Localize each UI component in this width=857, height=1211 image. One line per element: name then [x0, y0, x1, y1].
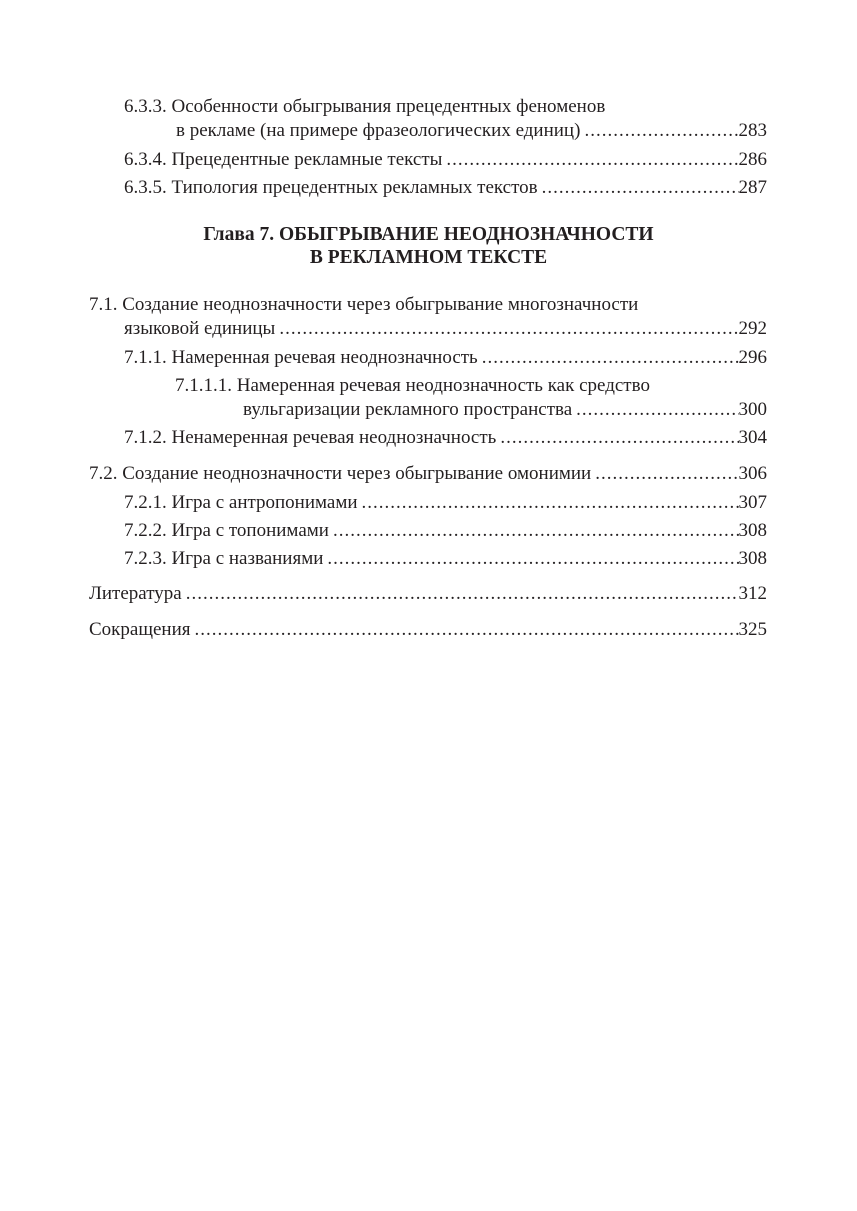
- toc-leader-dots: [584, 119, 738, 143]
- toc-leader-dots: [595, 462, 738, 486]
- toc-entry-number: 6.3.4.: [124, 149, 167, 170]
- toc-entry-number: 7.2.3.: [124, 548, 167, 569]
- toc-entry-number: 7.1.: [89, 294, 118, 315]
- toc-leader-dots: [362, 491, 739, 515]
- toc-entry-6-3-3[interactable]: [124, 95, 767, 143]
- toc-entry-title: Особенности обыгрывания прецедентных феноменов: [171, 96, 606, 117]
- toc-entry-7-1-2[interactable]: [124, 426, 767, 450]
- toc-page-number: 287: [738, 177, 767, 198]
- toc-page-number: 296: [738, 347, 767, 368]
- toc-entry-7-2-3[interactable]: [124, 547, 767, 571]
- toc-entry-title: Игра с названиями: [171, 548, 324, 569]
- toc-leader-dots: [333, 519, 739, 543]
- toc-entry-literature[interactable]: [89, 582, 767, 606]
- toc-leader-dots: [446, 148, 738, 172]
- toc-page-number: 312: [738, 583, 767, 604]
- toc-leader-dots: [194, 618, 738, 642]
- toc-entry-title: Типология прецедентных рекламных текстов: [171, 177, 538, 198]
- toc-entry-number: 6.3.5.: [124, 177, 167, 198]
- chapter-heading-line1: Глава 7. ОБЫГРЫВАНИЕ НЕОДНОЗНАЧНОСТИ: [203, 224, 654, 245]
- toc-leader-dots: [482, 346, 739, 370]
- toc-entry-7-2[interactable]: [89, 462, 767, 486]
- toc-entry-title: Сокращения: [89, 619, 191, 640]
- toc-entry-number: 6.3.3.: [124, 96, 167, 117]
- toc-entry-6-3-5[interactable]: [124, 176, 767, 200]
- toc-entry-title: Прецедентные рекламные тексты: [171, 149, 443, 170]
- toc-entry-6-3-4[interactable]: [124, 148, 767, 172]
- toc-page-number: 325: [738, 619, 767, 640]
- toc-entry-number: 7.2.1.: [124, 492, 167, 513]
- toc-entry-7-2-1[interactable]: [124, 491, 767, 515]
- toc-page-number: 308: [738, 520, 767, 541]
- chapter-heading-line2: В РЕКЛАМНОМ ТЕКСТЕ: [309, 247, 548, 268]
- toc-entry-number: 7.2.: [89, 463, 118, 484]
- toc-entry-7-1[interactable]: [89, 293, 767, 341]
- toc-entry-title-cont: в рекламе (на примере фразеологических единиц): [176, 120, 581, 141]
- toc-entry-number: 7.1.1.: [124, 347, 167, 368]
- toc-page-number: 283: [738, 120, 767, 141]
- toc-entry-title-cont: языковой единицы: [124, 318, 276, 339]
- toc-page-number: 300: [738, 399, 767, 420]
- toc-leader-dots: [279, 317, 738, 341]
- toc-entry-title: Создание неоднозначности через обыгрывание многозначности: [122, 294, 639, 315]
- toc-entry-number: 7.2.2.: [124, 520, 167, 541]
- toc-page-number: 306: [738, 463, 767, 484]
- toc-entry-7-1-1-1[interactable]: [175, 374, 767, 422]
- toc-entry-title: Игра с антропонимами: [171, 492, 358, 513]
- toc-entry-7-2-2[interactable]: [124, 519, 767, 543]
- toc-entry-number: 7.1.2.: [124, 427, 167, 448]
- toc-leader-dots: [542, 176, 739, 200]
- toc-entry-title: Ненамеренная речевая неоднозначность: [171, 427, 497, 448]
- toc-entry-title: Создание неоднозначности через обыгрывание омонимии: [122, 463, 592, 484]
- toc-leader-dots: [186, 582, 739, 606]
- toc-entry-title: Литература: [89, 583, 182, 604]
- toc-page-number: 308: [738, 548, 767, 569]
- toc-entry-title: Игра с топонимами: [171, 520, 329, 541]
- toc-leader-dots: [576, 398, 738, 422]
- toc-page-number: 292: [738, 318, 767, 339]
- toc-entry-number: 7.1.1.1.: [175, 375, 232, 396]
- toc-page-number: 304: [738, 427, 767, 448]
- toc-leader-dots: [500, 426, 738, 450]
- toc-page-number: 307: [738, 492, 767, 513]
- toc-entry-title: Намеренная речевая неоднозначность как средство: [236, 375, 650, 396]
- toc-entry-title: Намеренная речевая неоднозначность: [171, 347, 478, 368]
- toc-page-number: 286: [738, 149, 767, 170]
- toc-entry-abbreviations[interactable]: [89, 618, 767, 642]
- toc-entry-title-cont: вульгаризации рекламного пространства: [243, 399, 573, 420]
- toc-entry-7-1-1[interactable]: [124, 346, 767, 370]
- toc-leader-dots: [327, 547, 738, 571]
